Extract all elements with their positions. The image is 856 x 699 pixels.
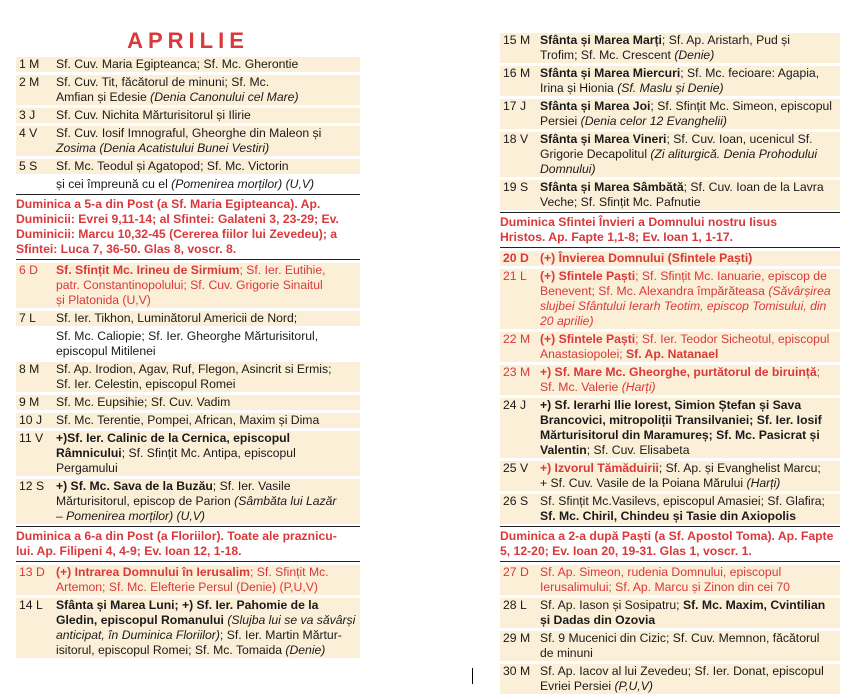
day-number: 16 M — [500, 66, 538, 96]
day-text: Sf. 9 Mucenici din Cizic; Sf. Cuv. Memnon, făcătorul de minuni — [538, 631, 840, 661]
day-entry-4 — [16, 126, 360, 156]
day-number: 28 L — [500, 598, 538, 628]
day-text: (+) Sfintele Paști; Sf. Ier. Teodor Sicheotul, episcopul Anastasiopolei; Sf. Ap. Natanael — [538, 332, 840, 362]
day-text: Sf. Mc. Teodul și Agatopod; Sf. Mc. Victorin — [54, 159, 360, 174]
day-entry-7 — [16, 311, 360, 326]
day-number: 19 S — [500, 180, 538, 210]
day-text: Sfânta și Marea Joi; Sf. Sfințit Mc. Simeon, episcopul Persiei (Denia celor 12 Evanghelii) — [538, 99, 840, 129]
day-number: 3 J — [16, 108, 54, 123]
day-entry-5-cont — [16, 177, 360, 192]
day-text: Sf. Cuv. Tit, făcătorul de minuni; Sf. Mc. Amfian și Edesie (Denia Canonului cel Mare) — [54, 75, 360, 105]
day-entry-1 — [16, 57, 360, 72]
day-number: 12 S — [16, 479, 54, 524]
left-column — [16, 0, 360, 658]
day-text: și cei împreună cu el (Pomenirea morților) (U,V) — [54, 177, 360, 192]
day-number: 30 M — [500, 664, 538, 694]
day-entry-2 — [16, 75, 360, 105]
day-number: 23 M — [500, 365, 538, 395]
day-text: Sf. Cuv. Nichita Mărturisitorul și Ilirie — [54, 108, 360, 123]
day-text: (+) Învierea Domnului (Sfintele Paști) — [538, 251, 840, 266]
day-number: 25 V — [500, 461, 538, 491]
day-text: Sf. Ap. Iacov al lui Zevedeu; Sf. Ier. Donat, episcopul Evriei Persiei (P,U,V) — [538, 664, 840, 694]
day-text: Sf. Ier. Tikhon, Luminătorul Americii de Nord; — [54, 311, 360, 326]
sunday-readings: Duminica a 6-a din Post (a Floriilor). Toate ale praznicu- lui. Ap. Filipeni 4, 4-9; Ev. Ioan 12, 1-18. — [16, 526, 360, 562]
day-text: Sf. Ap. Iason și Sosipatru; Sf. Mc. Maxim, Cvintilian și Dadas din Ozovia — [538, 598, 840, 628]
day-number: 5 S — [16, 159, 54, 174]
day-entry-26 — [500, 494, 840, 524]
day-text: Sfânta și Marea Vineri; Sf. Cuv. Ioan, ucenicul Sf. Grigorie Decapolitul (Zi aliturgică. Denia Prohodului Domnului) — [538, 132, 840, 177]
day-number: 29 M — [500, 631, 538, 661]
day-entry-12 — [16, 479, 360, 524]
day-entry-11 — [16, 431, 360, 476]
day-entry-5 — [16, 159, 360, 174]
day-number: 24 J — [500, 398, 538, 458]
day-text: Sf. Cuv. Iosif Imnograful, Gheorghe din Maleon și Zosima (Denia Acatistului Bunei Vestiri) — [54, 126, 360, 156]
day-number: 9 M — [16, 395, 54, 410]
day-entry-25 — [500, 461, 840, 491]
day-text: +) Sf. Ierarhi Ilie Iorest, Simion Ștefan și Sava Brancovici, mitropoliții Transilvaniei; Sf. Ier. Iosif Mărturisitorul din Maramureș; Sf. Mc. Pasicrat și Valentin; Sf. Cuv. Elisabeta — [538, 398, 840, 458]
day-number: 4 V — [16, 126, 54, 156]
day-entry-28 — [500, 598, 840, 628]
day-entry-15 — [500, 33, 840, 63]
day-entry-29 — [500, 631, 840, 661]
day-number: 20 D — [500, 251, 538, 266]
day-number: 21 L — [500, 269, 538, 329]
text-cursor — [472, 668, 473, 684]
right-column — [500, 30, 840, 694]
day-entry-9 — [16, 395, 360, 410]
day-entry-21 — [500, 269, 840, 329]
day-text: +) Sf. Mare Mc. Gheorghe, purtătorul de biruință; Sf. Mc. Valerie (Harți) — [538, 365, 840, 395]
day-number: 2 M — [16, 75, 54, 105]
day-entry-22 — [500, 332, 840, 362]
sunday-readings: Duminica a 5-a din Post (a Sf. Maria Egipteanca). Ap. Duminicii: Evrei 9,11-14; al Sfintei: Galateni 3, 23-29; Ev. Duminicii: Marcu 10,32-45 (Cererea fiilor lui Zevedeu); a Sfintei: Luca 7, 36-50. Glas 8, voscr. 8. — [16, 194, 360, 260]
day-number: 10 J — [16, 413, 54, 428]
day-number: 26 S — [500, 494, 538, 524]
day-entry-24 — [500, 398, 840, 458]
day-number: 13 D — [16, 565, 54, 595]
day-number: 18 V — [500, 132, 538, 177]
day-entry-20 — [500, 251, 840, 266]
day-entry-27 — [500, 565, 840, 595]
day-entry-17 — [500, 99, 840, 129]
day-text: Sf. Ap. Simeon, rudenia Domnului, episcopul Ierusalimului; Sf. Ap. Marcu și Zinon din cei 70 — [538, 565, 840, 595]
day-entry-13 — [16, 565, 360, 595]
day-text: Sfânta și Marea Luni; +) Sf. Ier. Pahomie de la Gledin, episcopul Romanului (Slujba lui se va săvârși anticipat, în Duminica Floriilor); Sf. Ier. Martin Mărtur- isitorul, episcopul Romei; Sf. Mc. Tomaida (Denie) — [54, 598, 360, 658]
day-entry-16 — [500, 66, 840, 96]
day-text: Sf. Ap. Irodion, Agav, Ruf, Flegon, Asincrit si Ermis; Sf. Ier. Celestin, episcopul Romei — [54, 362, 360, 392]
day-number: 14 L — [16, 598, 54, 658]
day-number: 15 M — [500, 33, 538, 63]
day-number: 7 L — [16, 311, 54, 326]
day-text: Sf. Mc. Terentie, Pompei, African, Maxim și Dima — [54, 413, 360, 428]
day-entry-19 — [500, 180, 840, 210]
day-entry-10 — [16, 413, 360, 428]
day-text: (+) Sfintele Paști; Sf. Sfințit Mc. Ianuarie, episcop de Benevent; Sf. Mc. Alexandra împărăteasa (Săvârșirea slujbei Sfântului Ierarh Teotim, episcop Tomisului, din 20 aprilie) — [538, 269, 840, 329]
day-number: 6 D — [16, 263, 54, 308]
day-number: 17 J — [500, 99, 538, 129]
day-text: (+) Intrarea Domnului în Ierusalim; Sf. Sfințit Mc. Artemon; Sf. Mc. Elefterie Persul (Denie) (P,U,V) — [54, 565, 360, 595]
day-number: 11 V — [16, 431, 54, 476]
day-number: 1 M — [16, 57, 54, 72]
day-text: +)Sf. Ier. Calinic de la Cernica, episcopul Râmnicului; Sf. Sfințit Mc. Antipa, episcopul Pergamului — [54, 431, 360, 476]
day-text: Sf. Cuv. Maria Egipteanca; Sf. Mc. Gherontie — [54, 57, 360, 72]
day-text: +) Izvorul Tămăduirii; Sf. Ap. și Evanghelist Marcu; + Sf. Cuv. Vasile de la Poiana Mărului (Harți) — [538, 461, 840, 491]
sunday-readings: Duminica Sfintei Învieri a Domnului nostru Iisus Hristos. Ap. Fapte 1,1-8; Ev. Ioan 1, 1-17. — [500, 212, 840, 248]
day-number: 22 M — [500, 332, 538, 362]
day-entry-23 — [500, 365, 840, 395]
day-entry-8 — [16, 362, 360, 392]
day-text: Sfânta și Marea Sâmbătă; Sf. Cuv. Ioan de la Lavra Veche; Sf. Sfințit Mc. Pafnutie — [538, 180, 840, 210]
day-entry-14 — [16, 598, 360, 658]
sunday-readings: Duminica a 2-a după Paști (a Sf. Apostol Toma). Ap. Fapte 5, 12-20; Ev. Ioan 20, 19-31. Glas 1, voscr. 1. — [500, 526, 840, 562]
day-text: Sf. Mc. Eupsihie; Sf. Cuv. Vadim — [54, 395, 360, 410]
day-entry-3 — [16, 108, 360, 123]
day-text: Sfânta și Marea Miercuri; Sf. Mc. fecioare: Agapia, Irina și Hionia (Sf. Maslu și Denie) — [538, 66, 840, 96]
day-number: 8 M — [16, 362, 54, 392]
day-text: Sf. Mc. Caliopie; Sf. Ier. Gheorghe Mărturisitorul, episcopul Mitilenei — [54, 329, 360, 359]
day-text: Sf. Sfințit Mc.Vasilevs, episcopul Amasiei; Sf. Glafira; Sf. Mc. Chiril, Chindeu și Tasie din Axiopolis — [538, 494, 840, 524]
day-entry-6 — [16, 263, 360, 308]
day-text: +) Sf. Mc. Sava de la Buzău; Sf. Ier. Vasile Mărturisitorul, episcop de Parion (Sâmbăta lui Lazăr – Pomenirea morților) (U,V) — [54, 479, 360, 524]
day-entry-30 — [500, 664, 840, 694]
day-number: 27 D — [500, 565, 538, 595]
day-entry-7-cont — [16, 329, 360, 359]
day-text: Sfânta și Marea Marți; Sf. Ap. Aristarh, Pud și Trofim; Sf. Mc. Crescent (Denie) — [538, 33, 840, 63]
day-text: Sf. Sfințit Mc. Irineu de Sirmium; Sf. Ier. Eutihie, patr. Constantinopolului; Sf. Cuv. Grigorie Sinaitul și Platonida (U,V) — [54, 263, 360, 308]
day-entry-18 — [500, 132, 840, 177]
month-title: APRILIE — [127, 28, 249, 53]
